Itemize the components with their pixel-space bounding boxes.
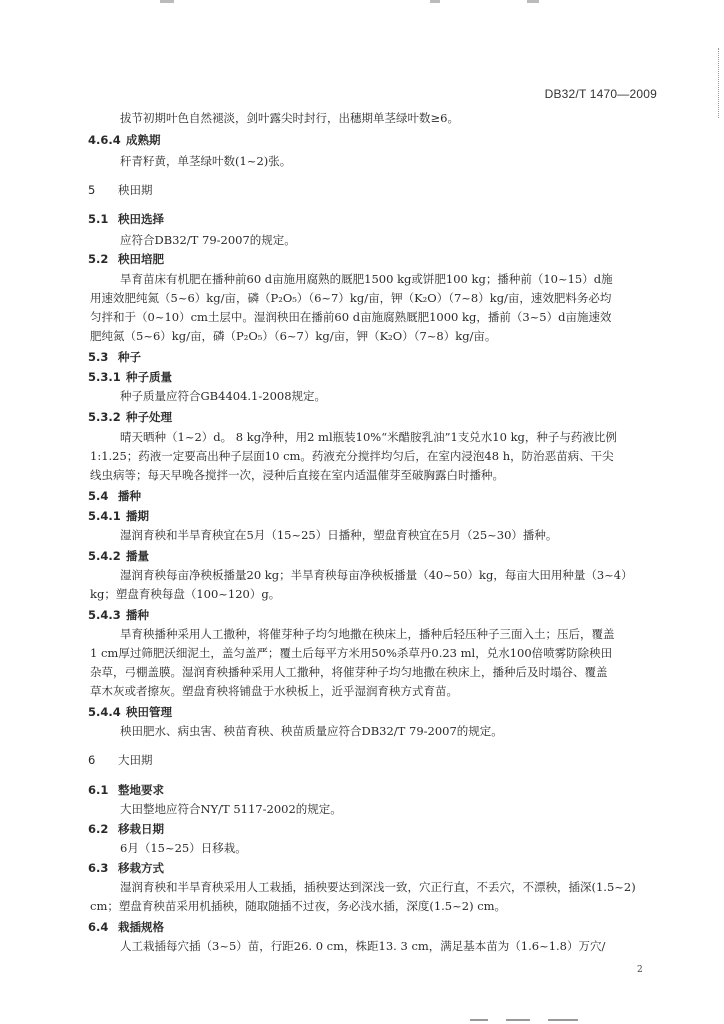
- section-heading-5-4: 5.4 播种: [88, 489, 141, 503]
- paragraph-line: 匀拌和于（0~10）cm土层中。湿润秧田在播前60 d亩施腐熟厩肥1000 kg，播前（3~5）d亩施速效: [90, 310, 612, 324]
- scan-speck: [430, 0, 440, 3]
- document-code-header: DB32/T 1470—2009: [544, 87, 657, 101]
- paragraph: 大田整地应符合NY/T 5117-2002的规定。: [120, 802, 342, 816]
- binding-edge-marks: [718, 48, 722, 118]
- section-heading-6-4: 6.4 栽插规格: [88, 920, 164, 934]
- scan-speck: [506, 1019, 530, 1021]
- section-heading-5-3-2: 5.3.2 种子处理: [88, 410, 172, 424]
- section-heading-5-2: 5.2 秧田培肥: [88, 252, 164, 266]
- section-heading-5-4-2: 5.4.2 播量: [88, 549, 149, 563]
- paragraph-line: 用速效肥纯氮（5~6）kg/亩，磷（P₂O₅）（6~7）kg/亩，钾（K₂O）（7~8）kg/亩，速效肥料务必均: [90, 291, 612, 305]
- paragraph-line: 1 cm厚过筛肥沃细泥土，盖匀盖严；覆土后每平方米用50%杀草丹0.23 ml，兑水100倍喷雾防除秧田: [90, 646, 613, 660]
- scan-speck: [470, 1019, 488, 1021]
- paragraph: 湿润育秧和半旱育秧宜在5月（15~25）日播种，塑盘育秧宜在5月（25~30）播种。: [120, 528, 558, 542]
- paragraph: 应符合DB32/T 79-2007的规定。: [120, 233, 296, 247]
- paragraph: 拔节初期叶色自然褪淡，剑叶露尖时封行，出穗期单茎绿叶数≥6。: [120, 111, 459, 125]
- section-heading-5-3-1: 5.3.1 种子质量: [88, 370, 172, 384]
- scan-speck: [548, 1019, 578, 1021]
- paragraph-line: 1:1.25；药液一定要高出种子层面10 cm。药液充分搅拌均匀后，在室内浸泡48 h，防治恶苗病、干尖: [90, 449, 614, 463]
- section-heading-4-6-4: 4.6.4 成熟期: [88, 133, 161, 147]
- scan-speck: [527, 0, 539, 3]
- paragraph-line: 旱育苗床有机肥在播种前60 d亩施用腐熟的厩肥1500 kg或饼肥100 kg；播种前（10~15）d施: [120, 272, 613, 286]
- section-heading-5-4-3: 5.4.3 播种: [88, 608, 149, 622]
- paragraph: 人工栽插每穴插（3~5）苗，行距26. 0 cm，株距13. 3 cm，满足基本苗为（1.6~1.8）万穴/: [120, 939, 606, 953]
- section-heading-6-2: 6.2 移栽日期: [88, 822, 164, 836]
- paragraph-line: 晴天晒种（1~2）d。 8 kg净种，用2 ml瓶装10%“米醋胺乳油”1支兑水10 kg，种子与药液比例: [120, 430, 617, 444]
- paragraph-line: 杂草，弓棚盖膜。湿润育秧播种采用人工撒种，将催芽种子均匀地撒在秧床上，播种后及时塌谷、覆盖: [90, 665, 608, 679]
- paragraph-line: 草木灰或者擦灰。塑盘育秧将铺盘于水秧板上，近乎湿润育秧方式育苗。: [90, 684, 458, 698]
- paragraph-line: 湿润育秧每亩净秧板播量20 kg；半旱育秧每亩净秧板播量（40~50）kg，每亩大田用种量（3~4）: [120, 568, 633, 582]
- section-heading-6-1: 6.1 整地要求: [88, 783, 164, 797]
- paragraph-line: 旱育秧播种采用人工撒种，将催芽种子均匀地撒在秧床上，播种后轻压种子三面入土；压后，覆盖: [120, 627, 615, 641]
- section-heading-5-4-4: 5.4.4 秧田管理: [88, 705, 172, 719]
- section-heading-5-1: 5.1 秧田选择: [88, 212, 164, 226]
- chapter-heading-5: 5 秧田期: [88, 183, 153, 197]
- paragraph-line: 线虫病等；每天早晚各搅拌一次，浸种后直接在室内适温催芽至破胸露白时播种。: [90, 468, 504, 482]
- paragraph: 6月（15~25）日移栽。: [120, 841, 247, 855]
- section-heading-5-3: 5.3 种子: [88, 350, 141, 364]
- paragraph: 秧田肥水、病虫害、秧苗育秧、秧苗质量应符合DB32/T 79-2007的规定。: [120, 724, 503, 738]
- paragraph-line: kg；塑盘育秧每盘（100~120）g。: [90, 587, 281, 601]
- chapter-heading-6: 6 大田期: [88, 753, 153, 767]
- paragraph-line: 肥纯氮（5~6）kg/亩，磷（P₂O₅）（6~7）kg/亩，钾（K₂O）（7~8）kg/亩。: [90, 329, 497, 343]
- paragraph-line: cm；塑盘育秧苗采用机插秧，随取随插不过夜，务必浅水插，深度(1.5~2) cm。: [90, 899, 507, 913]
- page-number: 2: [637, 965, 643, 975]
- paragraph: 秆青籽黄，单茎绿叶数(1~2)张。: [120, 154, 292, 168]
- paragraph: 种子质量应符合GB4404.1-2008规定。: [120, 389, 327, 403]
- section-heading-5-4-1: 5.4.1 播期: [88, 509, 149, 523]
- section-heading-6-3: 6.3 移栽方式: [88, 861, 164, 875]
- paragraph-line: 湿润育秧和半旱育秧采用人工栽插，插秧要达到深浅一致，穴正行直，不丢穴，不漂秧，插深(1.5~2): [120, 880, 636, 894]
- scan-speck: [160, 0, 174, 3]
